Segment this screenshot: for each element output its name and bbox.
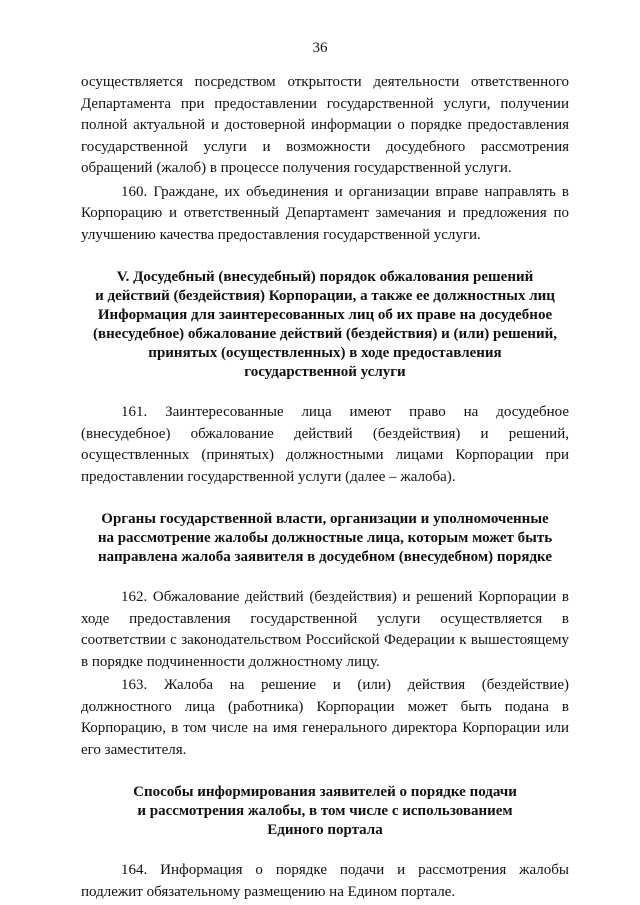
subsection-heading-authorities [81,510,569,567]
page-number: 36 [312,40,328,56]
heading-line: V. Досудебный (внесудебный) порядок обжалования решений [116,269,534,285]
heading-line: и действий (бездействия) Корпорации, а также ее должностных лиц [95,288,555,304]
paragraph-160: 160. Граждане, их объединения и организации вправе направлять в Корпорацию и ответственный Департамент замечания и предложения по улучшению качества предоставления государственной услуги. [81,183,569,243]
heading-line: Способы информирования заявителей о порядке подачи [133,784,517,800]
heading-line: направлена жалоба заявителя в досудебном (внесудебном) порядке [98,549,552,565]
heading-line: (внесудебное) обжалование действий (бездействия) и (или) решений, [93,326,557,342]
heading-line: принятых (осуществленных) в ходе предоставления [148,345,502,361]
heading-line: Единого портала [267,822,383,838]
paragraph-164: 164. Информация о порядке подачи и рассмотрения жалобы подлежит обязательному размещению на Едином портале. [81,862,569,900]
paragraph-163: 163. Жалоба на решение и (или) действия (бездействие) должностного лица (работника) Корпорации может быть подана в Корпорацию, в том числе на имя генерального директора Корпорации или его заместителя. [81,677,569,758]
paragraph-161: 161. Заинтересованные лица имеют право на досудебное (внесудебное) обжалование действий (бездействия) и решений, осуществленных (принятых) должностными лицами Корпорации при предоставлении государственной услуги (далее – жалоба). [81,404,569,485]
heading-line: на рассмотрение жалобы должностные лица, которым может быть [97,530,553,546]
paragraph-162: 162. Обжалование действий (бездействия) и решений Корпорации в ходе предоставления государственной услуги осуществляется в соответствии с законодательством Российской Федерации к вышестоящему в порядке подчиненности должностному лицу. [81,589,569,670]
subsection-heading-informing [81,783,569,840]
heading-line: Информация для заинтересованных лиц об их праве на досудебное [97,307,553,323]
paragraph-continuation: осуществляется посредством открытости деятельности ответственного Департамента при предоставлении государственной услуги, получении полной актуальной и достоверной информации о порядке предоставления государственной услуги и возможности досудебного рассмотрения обращений (жалоб) в процессе получения государственной услуги. [81,74,569,176]
heading-line: и рассмотрения жалобы, в том числе с использованием [137,803,513,819]
section-heading-v [81,268,569,382]
document-body [81,72,569,903]
heading-line: государственной услуги [244,364,406,380]
heading-line: Органы государственной власти, организации и уполномоченные [101,511,549,527]
